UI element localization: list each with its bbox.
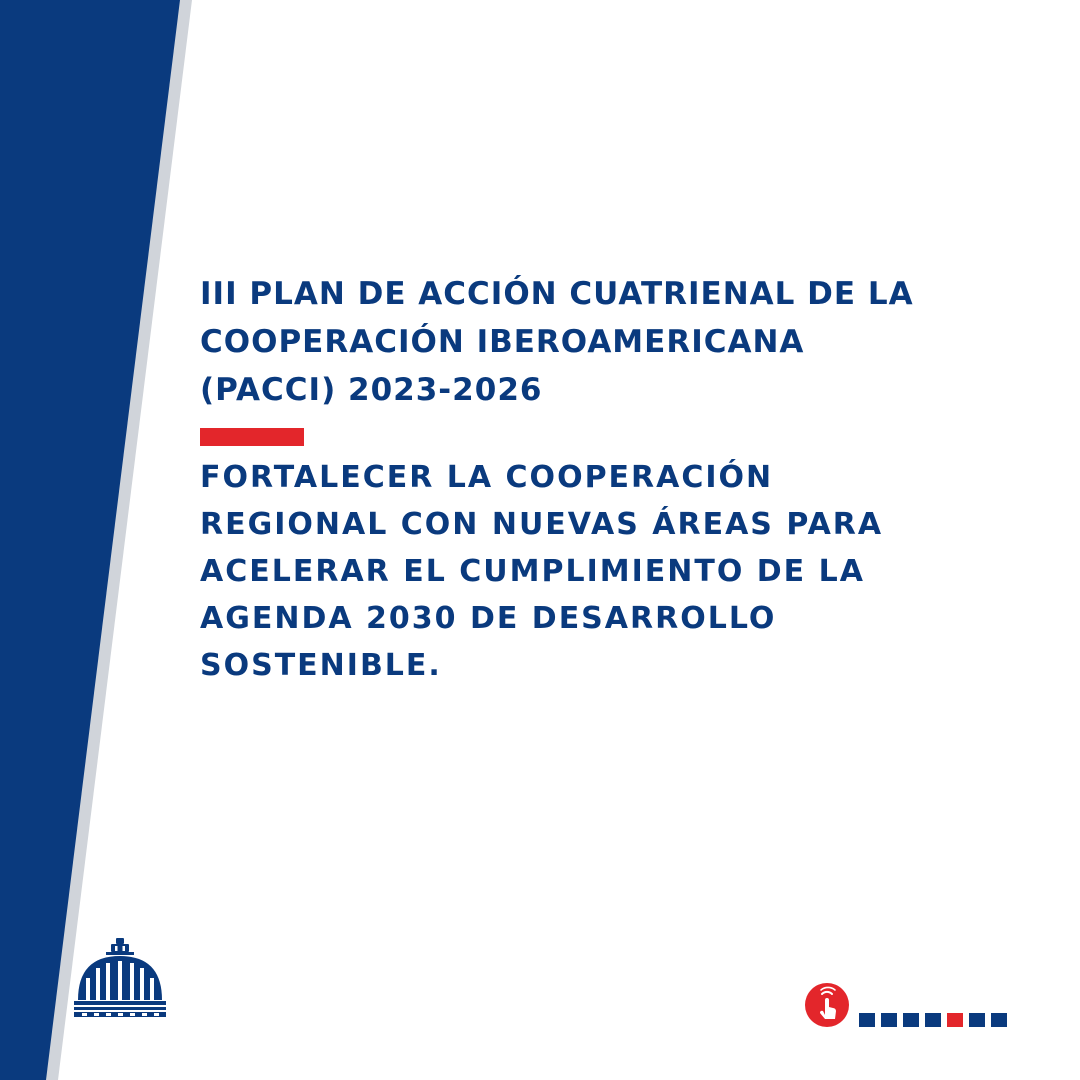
- title-line-1: III PLAN DE ACCIÓN CUATRIENAL DE LA: [200, 276, 914, 312]
- subtitle-line-4: AGENDA 2030 DE DESARROLLO: [200, 601, 777, 636]
- slide-dots: [859, 1013, 1007, 1027]
- slide-dot: [903, 1013, 919, 1027]
- slide-dot: [991, 1013, 1007, 1027]
- government-dome-icon: [72, 938, 168, 1026]
- title-line-3: (PACCI) 2023-2026: [200, 372, 543, 408]
- slide-dot-active: [947, 1013, 963, 1027]
- title-line-2: COOPERACIÓN IBEROAMERICANA: [200, 324, 805, 360]
- slide-dot: [925, 1013, 941, 1027]
- slide-dot: [881, 1013, 897, 1027]
- slide-dot: [859, 1013, 875, 1027]
- slide-dot: [969, 1013, 985, 1027]
- subtitle-line-5: SOSTENIBLE.: [200, 648, 442, 683]
- swipe-hand-icon: [803, 981, 851, 1029]
- red-divider: [200, 428, 304, 446]
- main-text-block: [200, 270, 1000, 689]
- subtitle-line-1: FORTALECER LA COOPERACIÓN: [200, 460, 774, 495]
- subtitle-line-2: REGIONAL CON NUEVAS ÁREAS PARA: [200, 507, 884, 542]
- subtitle-line-3: ACELERAR EL CUMPLIMIENTO DE LA: [200, 554, 865, 589]
- slide-indicator: [803, 981, 1013, 1031]
